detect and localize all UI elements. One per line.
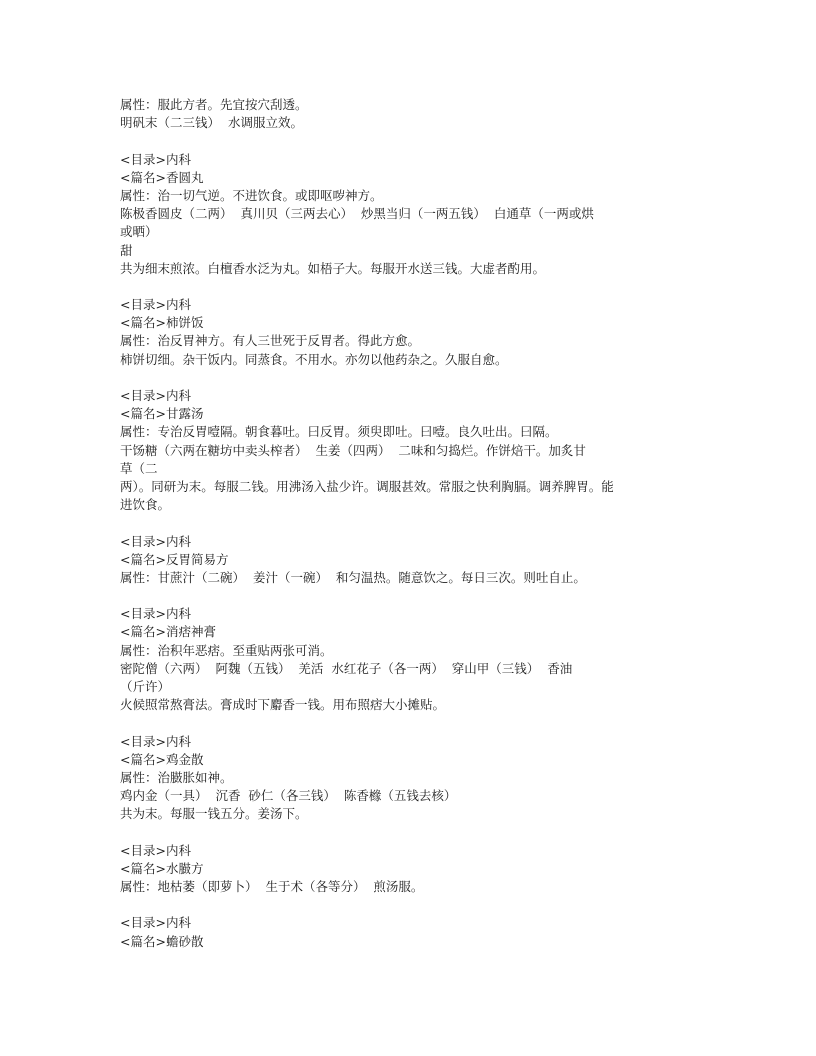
- text-line: 甜: [120, 242, 133, 258]
- text-line: 属性：治一切气逆。不进饮食。或即呕哕神方。: [120, 187, 383, 203]
- text-line: <目录>内科: [120, 297, 191, 313]
- text-section: [120, 533, 680, 588]
- text-section: [120, 296, 680, 369]
- text-line: 属性：治臌胀如神。: [120, 769, 233, 785]
- text-section: [120, 605, 680, 714]
- text-line: 两）。同研为末。每服二钱。用沸汤入盐少许。调服甚效。常服之快利胸膈。调养脾胃。能: [120, 478, 614, 494]
- text-line: <目录>内科: [120, 842, 191, 858]
- text-line: 属性：治反胃神方。有人三世死于反胃者。得此方愈。: [120, 333, 421, 349]
- text-line: <目录>内科: [120, 388, 191, 403]
- text-line: 草（二: [120, 460, 158, 476]
- text-line: 属性：地枯萎（即萝卜） 生于术（各等分） 煎汤服。: [120, 879, 424, 895]
- section-gap: [120, 896, 680, 914]
- section-gap: [120, 278, 680, 296]
- text-line: （斤许）: [120, 679, 171, 694]
- document-page: [120, 96, 680, 951]
- text-line: <篇名>甘露汤: [120, 406, 204, 422]
- text-section: [120, 387, 680, 514]
- text-line: <目录>内科: [120, 151, 191, 167]
- text-section: [120, 96, 680, 132]
- text-line: 柿饼切细。杂干饭内。同蒸食。不用水。亦勿以他药杂之。久服自愈。: [120, 351, 508, 367]
- text-line: 属性：甘蔗汁（二碗） 姜汁（一碗） 和匀温热。随意饮之。每日三次。则吐自止。: [120, 569, 586, 585]
- text-line: <目录>内科: [120, 606, 191, 622]
- text-line: 共为末。每服一钱五分。姜汤下。: [120, 806, 308, 822]
- text-line: <目录>内科: [120, 533, 191, 549]
- text-line: 火候照常熬膏法。膏成时下麝香一钱。用布照痞大小摊贴。: [120, 697, 446, 713]
- section-gap: [120, 369, 680, 387]
- text-line: 共为细末煎浓。白檀香水泛为丸。如梧子大。每服开水送三钱。大虚者酌用。: [120, 260, 546, 276]
- text-line: <篇名>水臌方: [120, 860, 204, 876]
- section-gap: [120, 132, 680, 150]
- text-line: <目录>内科: [120, 915, 191, 931]
- section-gap: [120, 824, 680, 842]
- text-line: <篇名>柿饼饭: [120, 315, 204, 331]
- text-line: <篇名>香圆丸: [120, 169, 204, 185]
- text-line: 进饮食。: [120, 497, 171, 513]
- text-line: 密陀僧（六两） 阿魏（五钱） 羌活 水红花子（各一两） 穿山甲（三钱） 香油: [120, 660, 573, 676]
- text-line: <篇名>消痞神膏: [120, 624, 216, 640]
- text-line: 属性：专治反胃噎隔。朝食暮吐。曰反胃。须臾即吐。曰噎。良久吐出。曰隔。: [120, 424, 558, 440]
- text-line: 属性：服此方者。先宜按穴刮透。: [120, 97, 308, 112]
- text-line: 明矾末（二三钱） 水调服立效。: [120, 115, 303, 131]
- text-line: <篇名>鸡金散: [120, 751, 204, 767]
- text-line: 干饧糖（六两在糖坊中卖头榨者） 生姜（四两） 二味和匀捣烂。作饼焙干。加炙甘: [120, 442, 586, 458]
- section-gap: [120, 714, 680, 732]
- text-line: 属性：治积年恶痞。至重贴两张可消。: [120, 642, 333, 658]
- section-gap: [120, 587, 680, 605]
- text-line: 或晒）: [120, 224, 158, 240]
- text-line: <篇名>反胃简易方: [120, 551, 229, 567]
- text-line: <目录>内科: [120, 733, 191, 749]
- text-section: [120, 733, 680, 824]
- text-line: 鸡内金（一具） 沉香 砂仁（各三钱） 陈香橼（五钱去核）: [120, 788, 457, 804]
- text-section: [120, 842, 680, 897]
- text-section: [120, 151, 680, 278]
- text-section: [120, 914, 680, 950]
- section-gap: [120, 514, 680, 532]
- text-line: 陈极香圆皮（二两） 真川贝（三两去心） 炒黑当归（一两五钱） 白通草（一两或烘: [120, 206, 594, 222]
- text-line: <篇名>蟾砂散: [120, 933, 204, 949]
